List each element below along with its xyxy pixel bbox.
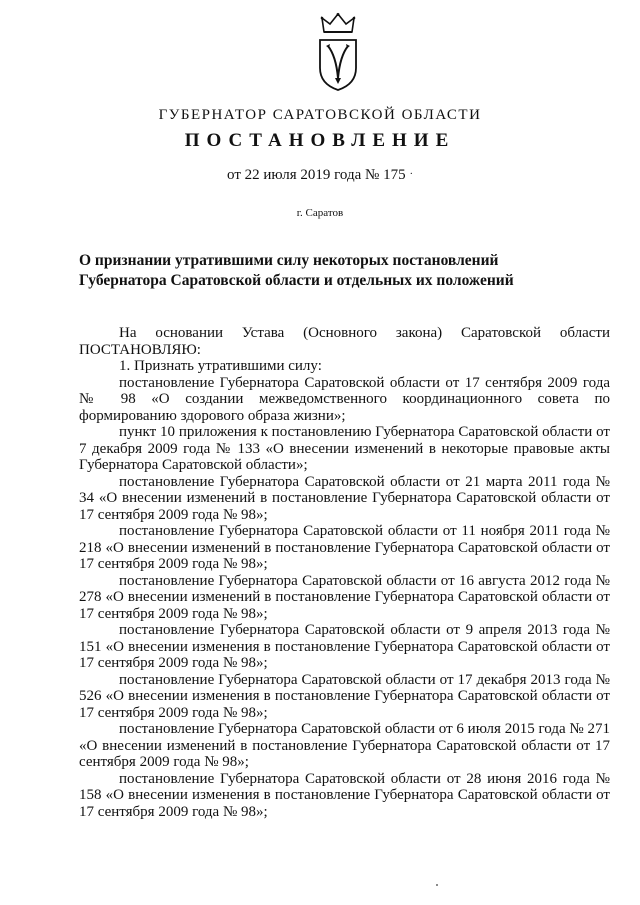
list-item: постановление Губернатора Саратовской области от 6 июля 2015 года № 271 «О внесении изменений в постановление Губернатора Саратовской области от 17 сентября 2009 года № 98»;	[79, 721, 610, 770]
scan-mark	[436, 884, 438, 886]
document-date-number: от 22 июля 2019 года № 175 ·	[227, 167, 413, 183]
list-item: постановление Губернатора Саратовской области от 11 ноября 2011 года № 218 «О внесении изменений в постановление Губернатора Саратовской области от 17 сентября 2009 года № 98»;	[79, 523, 610, 572]
document-type: ПОСТАНОВЛЕНИЕ	[184, 130, 456, 151]
list-item: постановление Губернатора Саратовской области от 21 марта 2011 года № 34 «О внесении изменений в постановление Губернатора Саратовской области от 17 сентября 2009 года № 98»;	[79, 473, 610, 523]
coat-of-arms-icon	[316, 12, 360, 92]
list-item: постановление Губернатора Саратовской области от 17 сентября 2009 года № 98 «О создании межведомственного координационного совета по формированию здорового образа жизни»;	[79, 374, 610, 424]
list-item: постановление Губернатора Саратовской области от 28 июня 2016 года № 158 «О внесении изменения в постановление Губернатора Саратовской области от 17 сентября 2009 года № 98»;	[79, 770, 610, 820]
document-body	[79, 325, 610, 820]
list-item: пункт 10 приложения к постановлению Губернатора Саратовской области от 7 декабря 2009 года № 133 «О внесении изменений в некоторые правовые акты Губернатора Саратовской области»;	[79, 424, 610, 473]
subject-line-1: О признании утратившими силу некоторых постановлений	[79, 252, 499, 269]
document-subject	[79, 251, 599, 291]
list-item: постановление Губернатора Саратовской области от 9 апреля 2013 года № 151 «О внесении изменения в постановление Губернатора Саратовской области от 17 сентября 2009 года № 98»;	[79, 622, 610, 671]
list-item: постановление Губернатора Саратовской области от 17 декабря 2013 года № 526 «О внесении изменения в постановление Губернатора Саратовской области от 17 сентября 2009 года № 98»;	[79, 671, 610, 721]
subject-line-2: Губернатора Саратовской области и отдельных их положений	[79, 272, 514, 289]
list-item: постановление Губернатора Саратовской области от 16 августа 2012 года № 278 «О внесении изменений в постановление Губернатора Саратовской области от 17 сентября 2009 года № 98»;	[79, 572, 610, 622]
body-item-1: 1. Признать утратившими силу:	[119, 358, 322, 374]
issuing-authority: ГУБЕРНАТОР САРАТОВСКОЙ ОБЛАСТИ	[158, 107, 482, 123]
document-city: г. Саратов	[296, 207, 344, 219]
document-date-number-text: от 22 июля 2019 года № 175	[227, 167, 406, 183]
body-intro: На основании Устава (Основного закона) Саратовской области ПОСТАНОВЛЯЮ:	[79, 325, 610, 358]
